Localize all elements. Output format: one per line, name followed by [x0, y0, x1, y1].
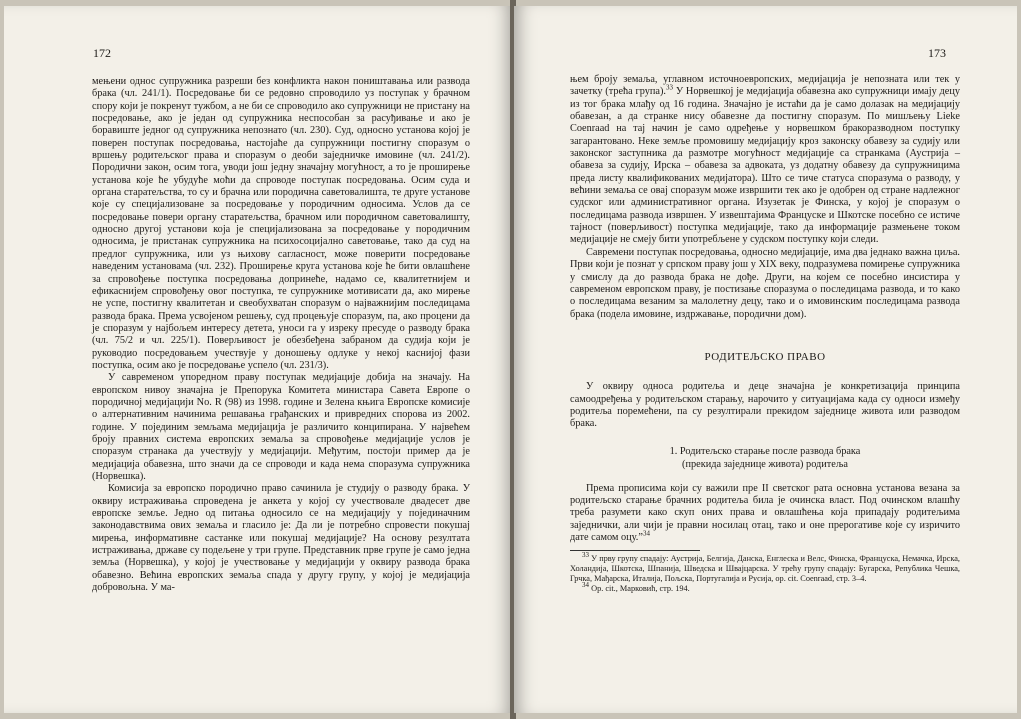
- footnote-ref: 34: [642, 529, 650, 538]
- subsection-title-line: (прекида заједнице живота) родитеља: [682, 458, 848, 470]
- paragraph: Савремени поступак посредовања, односно медијације, има два једнако важна циља. Први који је познат у српском праву још у XIX веку, подразумева помирење супружника у смислу да до развода брака не дође. Други, на којем се посебно инсистира у савременом европском праву, је постизање споразума о последицама развода, и то како о последицама везаним за малолетну децу, тако и о имовинским последицама развода брака (подела имовине, издржавање, породични дом).: [570, 246, 960, 320]
- subsection-title: [570, 445, 960, 471]
- paragraph: [570, 483, 960, 545]
- paragraph-text: њем броју земаља, углавном источноевропских, медијација је непозната или тек у зачетку (трећа група).: [570, 74, 960, 98]
- page-number: 173: [928, 46, 946, 60]
- footnote-text: Op. cit., Марковић, стр. 194.: [591, 584, 690, 594]
- paragraph-text: У Норвешкој је медијација обавезна ако супружници имају децу из тог брака млађу од 16 година. Значајно је истаћи да је само долазак на медијацију обавезан, а да странке нису обавезне да постигну споразум. По мишљењу Lieke Coenraad на тај начин је само одређење у норвешком бракоразводном поступку загарантовано. Неке земље промовишу медијацију кроз законску обавезу за судију или законског заступника да размотре могућност медијације са странкама (Аустрија – обавеза за судију, Ирска – обавеза за адвоката, уз додатну обавезу да супружницима преда листу квалификованих медијатора). Што се тиче статуса споразума о разводу, у већини земаља се овај споразум може извршити тек ако је одобрен од стране надлежног судског или административног органа. Изузетак је Финска, у којој је споразум о последицама развода извршен. У извештајима Француске и Шкотске посебно се истиче тајност (поверљивост) поступка медијације, тако да информације размењене током медијације не смеју бити употребљене у судском поступку који следи.: [570, 86, 960, 246]
- footnote: [570, 551, 960, 584]
- footnote-number: 34: [582, 581, 589, 590]
- section-title: РОДИТЕЉСКО ПРАВО: [704, 350, 826, 363]
- left-page-body: [92, 76, 470, 594]
- footnote-ref: 33: [666, 83, 674, 92]
- paragraph: У оквиру односа родитеља и деце значајна је конкретизација принципа самоодређења у родитељском старању, нарочито у ситуацијама када су односи између родитеља поремећени, па су резултирали прекидом заједнице живота или разводом брака.: [570, 381, 960, 430]
- paragraph: мењени однос супружника разреши без конфликта након поништавања или развода брака (чл. 241/1). Посредовање би се редовно спроводило уз поступак у брачном спору који је покренут тужбом, а не би се спроводило ако супружници не пристану на посредовање, ако је један од супружника неспособан за расуђивање и ако је боравиште једног од супружника непознато (чл. 230). Суд, односно установа којој је поверен поступак посредовања, настојаће да супружници постигну споразум о вршењу родитељског права и споразум о деоби заједничке имовине (чл. 241/2). Породични закон, осим тога, уводи још једну значајну могућност, а то је проширење установа које ће убудуће моћи да спроводе поступак посредовања. Осим суда и органа старатељства, то су и брачна или породична саветовалишта, те друге установе које су специјализоване за посредовање у породичним односима. Услов да се посредовање повери органу старатељства, брачном или породичном саветовалишту, односно другој установи која је специјализована за посредовање у породичним односима, је пристанак супружника на психосоцијално саветовање, тако да суд на предлог супружника, или уз њихову сагласност, може поверити посредовање наведеним установама (чл. 232). Проширење круга установа које ће бити овлашћене за спровођење поступка посредовања допринеће, надамо се, квалитетнијем и ефикаснијем спровођењу овог поступка, те супружнике мотивисати да, ако мирење не успе, постигну квалитетан и свеобухватан споразум о најважнијим последицама развода брака. Према усвојеном решењу, суд процењује споразум, па, ако процени да је споразум у најбољем интересу детета, уноси га у изреку пресуде о разводу брака (чл. 75/2 и чл. 225/1). Поверљивост је обезбеђена забраном да судија који је руководио посредовањем учествује у доношењу одлуке у некој каснијој фази поступка, осим ако је посредовање успело (чл. 231/3).: [92, 76, 470, 371]
- paragraph-text: Према прописима који су важили пре II светског рата основна установа везана за родитељско старање брачних родитеља била је очинска власт. Под очинском влашћу треба разумети како скуп оних права и овлашћења која припадају родитељима заједнички, али чији је правни носилац отац, тако и оне прерогативе које су изричито дате самом оцу.”: [570, 482, 960, 543]
- paragraph: [570, 74, 960, 247]
- footnote: [570, 581, 960, 594]
- right-page: [514, 6, 1017, 713]
- paragraph: Комисија за европско породично право сачинила је студију о разводу брака. У оквиру истраживања спроведена је анкета у којој су учествовале двадесет две европске земље. Једно од питања односило се на медијацију у појединачним законодавствима ових земаља и гласило је: Да ли је потребно спровести покушај мирења, информативне састанке или покушај медијације? На основу резултата истраживања, државе су подељене у три групе. Представник прве групе је само једна земља (Норвешка), у којој је учествовање у медијацији у оквиру развода брака обавезно. Већина европских земаља спада у другу групу, у којој је медијација добровољна. У ма-: [92, 483, 470, 594]
- footnote-separator: [570, 550, 700, 551]
- footnotes: [570, 551, 960, 594]
- paragraph: У савременом упоредном праву поступак медијације добија на значају. На европском нивоу значајна је Препорука Комитета министара Савета Европе о породичној медијацији No. R (98) из 1998. године и Зелена књига Европске комисије о алтернативним начинима решавања грађанских и привредних спорова из 2002. године. У појединим земљама медијација је различито конципирана. У највећем броју правних система европских земаља за спровођење медијације услов је споразум странака да учествују у медијацији. Међутим, постоји пример да је медијација обавезна, што значи да се спроводи и када нема споразума супружника (Норвешка).: [92, 372, 470, 482]
- right-page-body: [570, 74, 960, 594]
- subsection-title-line: 1. Родитељско старање после развода брака: [669, 445, 861, 457]
- footnote-number: 33: [582, 551, 589, 560]
- page-number: 172: [93, 46, 111, 60]
- left-page: [4, 6, 512, 713]
- footnote-text: У прву групу спадају: Аустрија, Белгија, Данска, Енглеска и Велс, Финска, Француска, Немачка, Ирска, Холандија, Шкотска, Шпанија, Шведска и Швајцарска. У трећу групу спадају: Бугарска, Република Чешка, Грчка, Мађарска, Италија, Пољска, Португалија и Русија, op. cit. Coenraad, стр. 3–4.: [570, 554, 960, 584]
